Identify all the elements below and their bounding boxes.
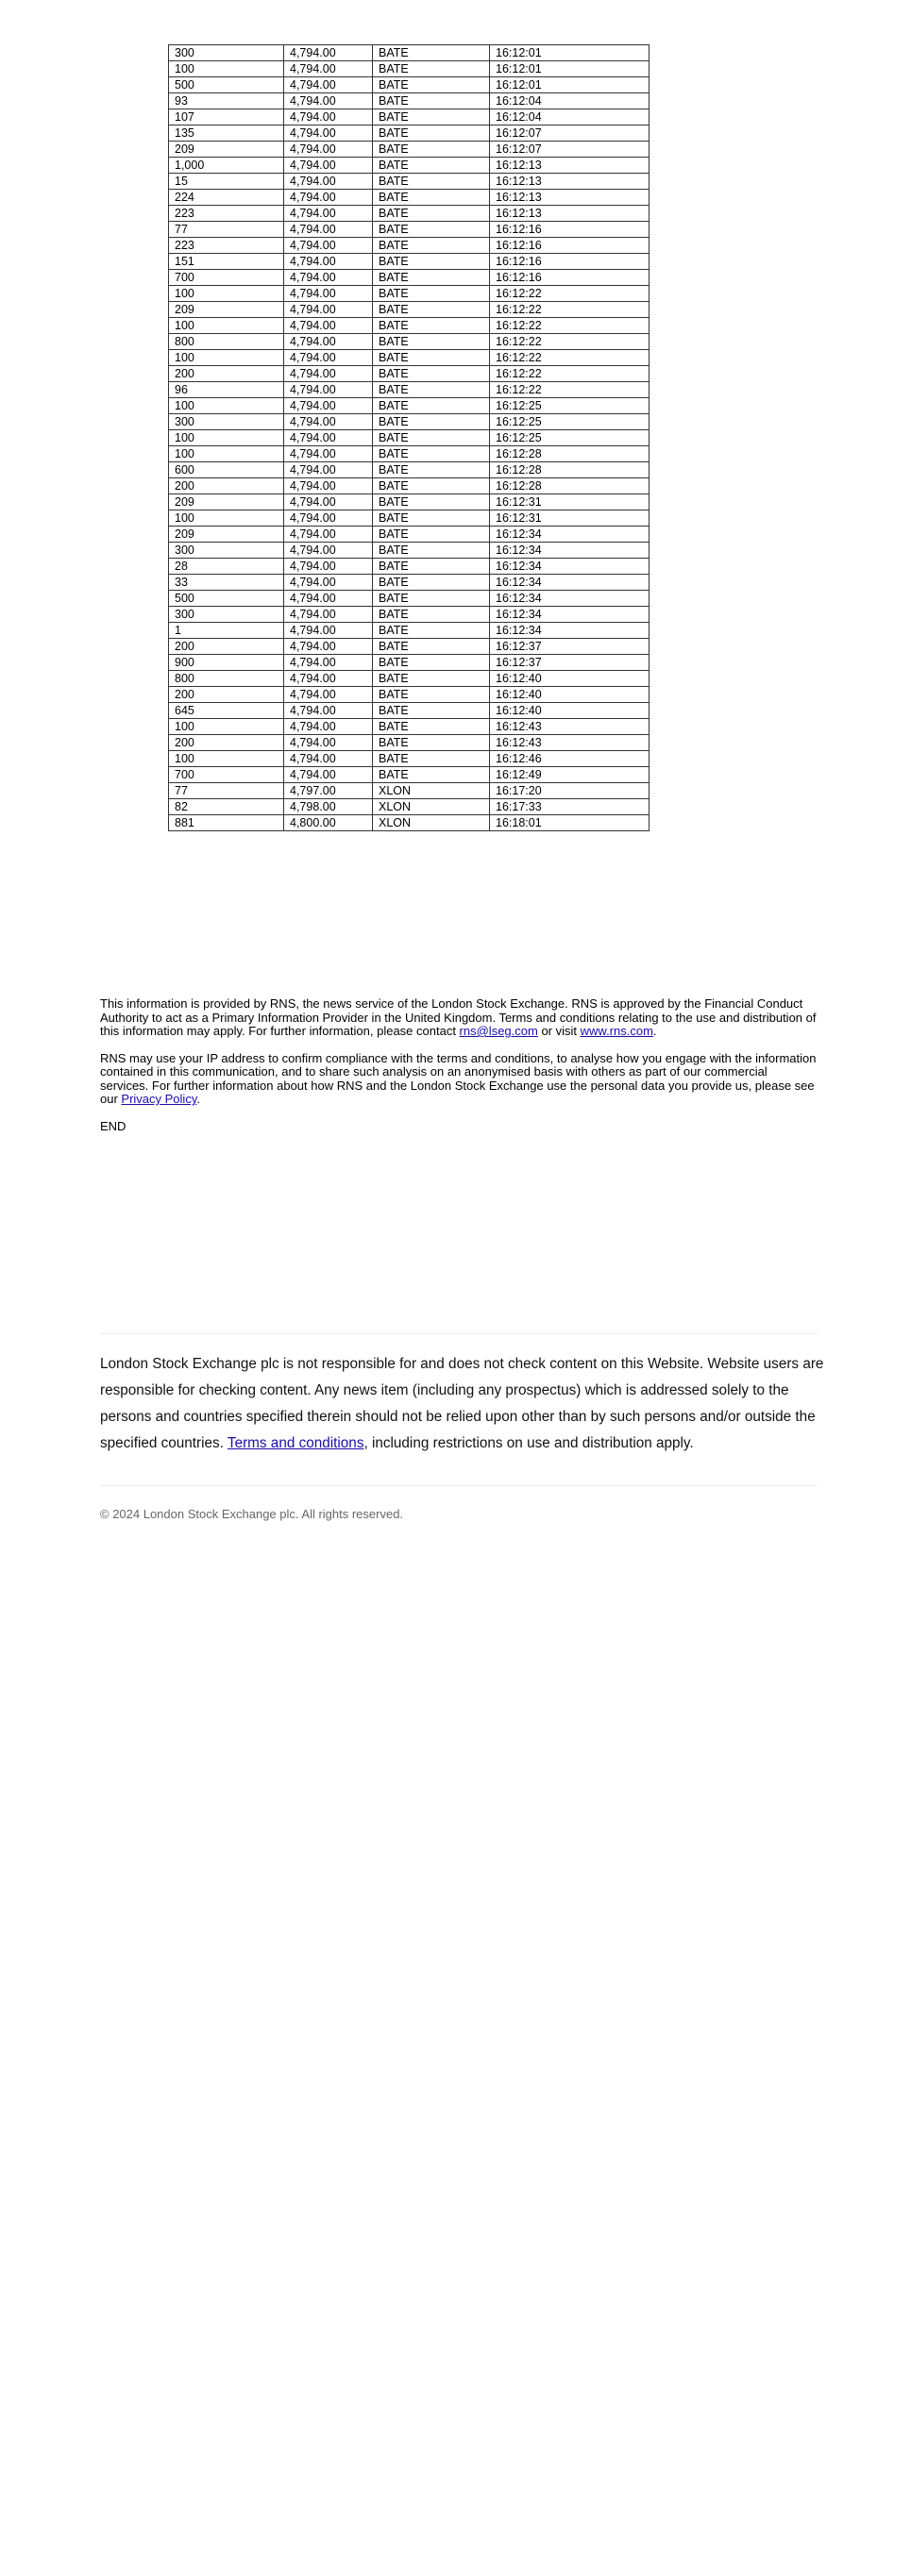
trade-row <box>169 350 650 366</box>
trade-volume-cell: 77 <box>169 222 284 238</box>
trade-row <box>169 559 650 575</box>
trade-volume-cell: 900 <box>169 655 284 671</box>
trade-price-cell: 4,794.00 <box>284 591 373 607</box>
trade-price-cell: 4,794.00 <box>284 510 373 527</box>
trade-time-cell: 16:12:13 <box>490 174 650 190</box>
trade-venue-cell: BATE <box>373 125 490 142</box>
trade-venue-cell: BATE <box>373 77 490 93</box>
trade-row <box>169 125 650 142</box>
rns-information-section <box>100 997 818 1146</box>
trade-row <box>169 783 650 799</box>
trade-price-cell: 4,794.00 <box>284 174 373 190</box>
trade-venue-cell: BATE <box>373 174 490 190</box>
trade-time-cell: 16:12:04 <box>490 93 650 109</box>
trade-venue-cell: BATE <box>373 158 490 174</box>
trade-volume-cell: 881 <box>169 815 284 831</box>
trade-price-cell: 4,794.00 <box>284 382 373 398</box>
trade-time-cell: 16:12:28 <box>490 446 650 462</box>
trade-volume-cell: 645 <box>169 703 284 719</box>
trade-price-cell: 4,794.00 <box>284 206 373 222</box>
trade-venue-cell: BATE <box>373 575 490 591</box>
trade-volume-cell: 100 <box>169 398 284 414</box>
trade-volume-cell: 800 <box>169 671 284 687</box>
trade-volume-cell: 96 <box>169 382 284 398</box>
trade-price-cell: 4,794.00 <box>284 350 373 366</box>
trade-price-cell: 4,794.00 <box>284 77 373 93</box>
trade-row <box>169 61 650 77</box>
trade-price-cell: 4,794.00 <box>284 430 373 446</box>
trade-venue-cell: BATE <box>373 446 490 462</box>
trade-volume-cell: 135 <box>169 125 284 142</box>
rns-privacy-paragraph <box>100 1052 818 1107</box>
trade-volume-cell: 223 <box>169 206 284 222</box>
trade-price-cell: 4,794.00 <box>284 494 373 510</box>
lse-disclaimer <box>100 1351 827 1457</box>
trade-row <box>169 462 650 478</box>
trade-time-cell: 16:12:34 <box>490 543 650 559</box>
trade-volume-cell: 93 <box>169 93 284 109</box>
trade-venue-cell: BATE <box>373 719 490 735</box>
trade-time-cell: 16:12:34 <box>490 559 650 575</box>
trade-time-cell: 16:12:25 <box>490 398 650 414</box>
trade-venue-cell: BATE <box>373 623 490 639</box>
trade-price-cell: 4,794.00 <box>284 366 373 382</box>
trade-venue-cell: BATE <box>373 206 490 222</box>
trade-volume-cell: 77 <box>169 783 284 799</box>
trade-venue-cell: BATE <box>373 398 490 414</box>
trade-venue-cell: BATE <box>373 93 490 109</box>
trade-row <box>169 446 650 462</box>
trade-time-cell: 16:12:40 <box>490 687 650 703</box>
trade-time-cell: 16:12:22 <box>490 350 650 366</box>
trade-volume-cell: 200 <box>169 735 284 751</box>
trade-price-cell: 4,794.00 <box>284 527 373 543</box>
trade-row <box>169 190 650 206</box>
trade-price-cell: 4,794.00 <box>284 302 373 318</box>
trade-time-cell: 16:12:37 <box>490 639 650 655</box>
trade-row <box>169 142 650 158</box>
trade-time-cell: 16:12:16 <box>490 254 650 270</box>
trade-row <box>169 398 650 414</box>
rns-info-text-end: . <box>652 1024 657 1038</box>
trade-row <box>169 302 650 318</box>
trade-row <box>169 206 650 222</box>
trade-venue-cell: BATE <box>373 318 490 334</box>
trade-time-cell: 16:12:31 <box>490 494 650 510</box>
rns-privacy-text: RNS may use your IP address to confirm compliance with the terms and conditions, to analyse how you engage with the information contained in this communication, and to share such analysis on an anonymised basis with others as part of our commercial services. For further information about how RNS and the London Stock Exchange use the personal data you provide us, please see our <box>100 1050 817 1106</box>
trade-volume-cell: 200 <box>169 639 284 655</box>
trade-venue-cell: BATE <box>373 286 490 302</box>
trade-volume-cell: 700 <box>169 270 284 286</box>
trade-row <box>169 109 650 125</box>
trade-volume-cell: 500 <box>169 591 284 607</box>
trade-volume-cell: 224 <box>169 190 284 206</box>
trade-venue-cell: BATE <box>373 302 490 318</box>
trade-time-cell: 16:12:01 <box>490 45 650 61</box>
trade-row <box>169 478 650 494</box>
trade-row <box>169 543 650 559</box>
trade-volume-cell: 151 <box>169 254 284 270</box>
trade-time-cell: 16:12:37 <box>490 655 650 671</box>
trade-volume-cell: 300 <box>169 607 284 623</box>
trade-time-cell: 16:12:34 <box>490 607 650 623</box>
trade-row <box>169 719 650 735</box>
trade-row <box>169 527 650 543</box>
trade-row <box>169 607 650 623</box>
trade-venue-cell: BATE <box>373 703 490 719</box>
footer-divider <box>100 1485 818 1486</box>
trade-time-cell: 16:12:43 <box>490 735 650 751</box>
trade-row <box>169 751 650 767</box>
trade-venue-cell: BATE <box>373 751 490 767</box>
trade-volume-cell: 300 <box>169 45 284 61</box>
trade-volume-cell: 209 <box>169 302 284 318</box>
trade-price-cell: 4,794.00 <box>284 687 373 703</box>
trade-row <box>169 222 650 238</box>
trade-venue-cell: BATE <box>373 334 490 350</box>
trade-row <box>169 238 650 254</box>
trades-table-container <box>168 44 650 831</box>
trade-row <box>169 799 650 815</box>
trade-time-cell: 16:12:07 <box>490 125 650 142</box>
trade-time-cell: 16:12:22 <box>490 382 650 398</box>
trade-time-cell: 16:18:01 <box>490 815 650 831</box>
trade-row <box>169 591 650 607</box>
disclaimer-text: London Stock Exchange plc is not responsible for and does not check content on this Website. Website users are responsible for checking content. Any news item (including any prospectus) which is addressed solely to the persons and countries specified therein should not be relied upon other than by such persons and/or outside the specified countries. <box>100 1356 824 1451</box>
trade-row <box>169 366 650 382</box>
trade-venue-cell: BATE <box>373 109 490 125</box>
trade-volume-cell: 209 <box>169 142 284 158</box>
trade-row <box>169 623 650 639</box>
trade-volume-cell: 100 <box>169 510 284 527</box>
trade-row <box>169 767 650 783</box>
trade-price-cell: 4,794.00 <box>284 623 373 639</box>
trade-time-cell: 16:17:20 <box>490 783 650 799</box>
trade-row <box>169 158 650 174</box>
trade-price-cell: 4,794.00 <box>284 142 373 158</box>
trade-price-cell: 4,794.00 <box>284 45 373 61</box>
trade-price-cell: 4,794.00 <box>284 222 373 238</box>
trade-price-cell: 4,794.00 <box>284 254 373 270</box>
privacy-policy-link[interactable]: Privacy Policy <box>121 1092 197 1106</box>
trade-price-cell: 4,794.00 <box>284 61 373 77</box>
trade-row <box>169 655 650 671</box>
copyright-notice: © 2024 London Stock Exchange plc. All rights reserved. <box>100 1507 404 1521</box>
trade-price-cell: 4,794.00 <box>284 270 373 286</box>
trade-row <box>169 334 650 350</box>
trade-price-cell: 4,794.00 <box>284 414 373 430</box>
trade-venue-cell: XLON <box>373 799 490 815</box>
trade-volume-cell: 100 <box>169 350 284 366</box>
trade-volume-cell: 209 <box>169 494 284 510</box>
trade-time-cell: 16:12:22 <box>490 302 650 318</box>
trade-price-cell: 4,794.00 <box>284 735 373 751</box>
trade-venue-cell: BATE <box>373 671 490 687</box>
trade-time-cell: 16:12:16 <box>490 238 650 254</box>
trade-time-cell: 16:12:25 <box>490 414 650 430</box>
trade-row <box>169 93 650 109</box>
trade-time-cell: 16:17:33 <box>490 799 650 815</box>
trade-time-cell: 16:12:01 <box>490 61 650 77</box>
trade-row <box>169 414 650 430</box>
end-label: END <box>100 1118 127 1133</box>
trade-time-cell: 16:12:31 <box>490 510 650 527</box>
trade-time-cell: 16:12:04 <box>490 109 650 125</box>
trade-venue-cell: BATE <box>373 478 490 494</box>
rns-info-paragraph <box>100 997 818 1039</box>
trade-time-cell: 16:12:34 <box>490 527 650 543</box>
trade-row <box>169 494 650 510</box>
trade-venue-cell: BATE <box>373 270 490 286</box>
trade-venue-cell: XLON <box>373 815 490 831</box>
trade-time-cell: 16:12:43 <box>490 719 650 735</box>
trade-row <box>169 815 650 831</box>
trade-price-cell: 4,794.00 <box>284 575 373 591</box>
trade-venue-cell: BATE <box>373 190 490 206</box>
rns-email-link[interactable]: rns@lseg.com <box>459 1024 538 1038</box>
trade-volume-cell: 82 <box>169 799 284 815</box>
trade-volume-cell: 100 <box>169 318 284 334</box>
trade-price-cell: 4,794.00 <box>284 607 373 623</box>
trade-price-cell: 4,794.00 <box>284 655 373 671</box>
trade-time-cell: 16:12:40 <box>490 703 650 719</box>
trade-venue-cell: BATE <box>373 414 490 430</box>
trade-row <box>169 735 650 751</box>
trades-table <box>168 44 650 831</box>
trade-time-cell: 16:12:01 <box>490 77 650 93</box>
trade-price-cell: 4,794.00 <box>284 543 373 559</box>
trade-price-cell: 4,794.00 <box>284 398 373 414</box>
trade-row <box>169 45 650 61</box>
trade-time-cell: 16:12:25 <box>490 430 650 446</box>
trade-venue-cell: BATE <box>373 45 490 61</box>
trade-venue-cell: BATE <box>373 510 490 527</box>
trade-venue-cell: BATE <box>373 591 490 607</box>
trade-time-cell: 16:12:13 <box>490 206 650 222</box>
trade-volume-cell: 209 <box>169 527 284 543</box>
trade-venue-cell: BATE <box>373 238 490 254</box>
trade-price-cell: 4,794.00 <box>284 109 373 125</box>
trade-row <box>169 639 650 655</box>
trade-time-cell: 16:12:34 <box>490 591 650 607</box>
trade-venue-cell: BATE <box>373 142 490 158</box>
trade-price-cell: 4,794.00 <box>284 639 373 655</box>
trade-volume-cell: 800 <box>169 334 284 350</box>
trade-price-cell: 4,794.00 <box>284 334 373 350</box>
trade-time-cell: 16:12:28 <box>490 462 650 478</box>
trade-row <box>169 671 650 687</box>
trade-row <box>169 430 650 446</box>
trade-volume-cell: 300 <box>169 543 284 559</box>
trade-venue-cell: BATE <box>373 735 490 751</box>
trade-price-cell: 4,794.00 <box>284 286 373 302</box>
rns-privacy-text-end: . <box>196 1092 200 1106</box>
trade-venue-cell: BATE <box>373 767 490 783</box>
trade-venue-cell: BATE <box>373 254 490 270</box>
trade-venue-cell: BATE <box>373 655 490 671</box>
trade-time-cell: 16:12:16 <box>490 222 650 238</box>
trade-volume-cell: 600 <box>169 462 284 478</box>
trade-row <box>169 703 650 719</box>
trade-row <box>169 174 650 190</box>
trade-price-cell: 4,794.00 <box>284 703 373 719</box>
trade-volume-cell: 28 <box>169 559 284 575</box>
trade-time-cell: 16:12:13 <box>490 158 650 174</box>
trade-price-cell: 4,794.00 <box>284 446 373 462</box>
trade-row <box>169 382 650 398</box>
trade-price-cell: 4,794.00 <box>284 318 373 334</box>
trade-price-cell: 4,800.00 <box>284 815 373 831</box>
trade-price-cell: 4,798.00 <box>284 799 373 815</box>
trade-price-cell: 4,794.00 <box>284 671 373 687</box>
trade-volume-cell: 1 <box>169 623 284 639</box>
trade-volume-cell: 100 <box>169 719 284 735</box>
trade-volume-cell: 1,000 <box>169 158 284 174</box>
trade-time-cell: 16:12:49 <box>490 767 650 783</box>
trade-volume-cell: 200 <box>169 687 284 703</box>
trade-time-cell: 16:12:28 <box>490 478 650 494</box>
disclaimer-top-divider <box>100 1333 818 1334</box>
disclaimer-text-end: , including restrictions on use and distribution apply. <box>363 1435 694 1451</box>
trade-venue-cell: BATE <box>373 430 490 446</box>
trade-price-cell: 4,794.00 <box>284 93 373 109</box>
trade-row <box>169 318 650 334</box>
trade-time-cell: 16:12:16 <box>490 270 650 286</box>
trade-time-cell: 16:12:34 <box>490 623 650 639</box>
trade-venue-cell: BATE <box>373 350 490 366</box>
trade-time-cell: 16:12:46 <box>490 751 650 767</box>
trade-venue-cell: XLON <box>373 783 490 799</box>
trade-venue-cell: BATE <box>373 607 490 623</box>
trade-volume-cell: 100 <box>169 430 284 446</box>
trade-row <box>169 77 650 93</box>
trade-price-cell: 4,794.00 <box>284 190 373 206</box>
trade-volume-cell: 100 <box>169 751 284 767</box>
trade-price-cell: 4,794.00 <box>284 767 373 783</box>
trade-time-cell: 16:12:22 <box>490 318 650 334</box>
trade-time-cell: 16:12:07 <box>490 142 650 158</box>
trade-price-cell: 4,794.00 <box>284 478 373 494</box>
trade-volume-cell: 200 <box>169 478 284 494</box>
trades-table-body <box>169 45 650 831</box>
trade-row <box>169 286 650 302</box>
trade-volume-cell: 300 <box>169 414 284 430</box>
trade-venue-cell: BATE <box>373 61 490 77</box>
trade-price-cell: 4,794.00 <box>284 751 373 767</box>
trade-volume-cell: 107 <box>169 109 284 125</box>
trade-volume-cell: 100 <box>169 446 284 462</box>
trade-venue-cell: BATE <box>373 527 490 543</box>
trade-volume-cell: 223 <box>169 238 284 254</box>
rns-website-link[interactable]: www.rns.com <box>580 1024 653 1038</box>
trade-time-cell: 16:12:22 <box>490 286 650 302</box>
trade-volume-cell: 500 <box>169 77 284 93</box>
trade-price-cell: 4,794.00 <box>284 238 373 254</box>
rns-info-text-middle: or visit <box>537 1024 581 1038</box>
trade-price-cell: 4,794.00 <box>284 719 373 735</box>
trade-price-cell: 4,794.00 <box>284 125 373 142</box>
trade-time-cell: 16:12:22 <box>490 366 650 382</box>
trade-venue-cell: BATE <box>373 462 490 478</box>
trade-price-cell: 4,794.00 <box>284 462 373 478</box>
trade-price-cell: 4,794.00 <box>284 158 373 174</box>
trade-row <box>169 575 650 591</box>
trade-venue-cell: BATE <box>373 639 490 655</box>
trade-volume-cell: 200 <box>169 366 284 382</box>
trade-price-cell: 4,794.00 <box>284 559 373 575</box>
rns-info-text: This information is provided by RNS, the news service of the London Stock Exchange. RNS is approved by the Financial Conduct Authority to act as a Primary Information Provider in the United Kingdom. Terms and conditions relating to the use and distribution of this information may apply. For further information, please contact <box>100 996 817 1038</box>
trade-row <box>169 254 650 270</box>
trade-row <box>169 687 650 703</box>
trade-volume-cell: 15 <box>169 174 284 190</box>
trade-venue-cell: BATE <box>373 494 490 510</box>
trade-venue-cell: BATE <box>373 543 490 559</box>
trade-venue-cell: BATE <box>373 687 490 703</box>
terms-and-conditions-link[interactable]: Terms and conditions <box>227 1435 364 1451</box>
trade-time-cell: 16:12:13 <box>490 190 650 206</box>
trade-time-cell: 16:12:34 <box>490 575 650 591</box>
trade-row <box>169 270 650 286</box>
trade-volume-cell: 33 <box>169 575 284 591</box>
trade-volume-cell: 100 <box>169 61 284 77</box>
trade-volume-cell: 700 <box>169 767 284 783</box>
trade-price-cell: 4,797.00 <box>284 783 373 799</box>
trade-venue-cell: BATE <box>373 366 490 382</box>
trade-venue-cell: BATE <box>373 559 490 575</box>
trade-venue-cell: BATE <box>373 382 490 398</box>
trade-time-cell: 16:12:40 <box>490 671 650 687</box>
trade-volume-cell: 100 <box>169 286 284 302</box>
trade-time-cell: 16:12:22 <box>490 334 650 350</box>
trade-venue-cell: BATE <box>373 222 490 238</box>
trade-row <box>169 510 650 527</box>
